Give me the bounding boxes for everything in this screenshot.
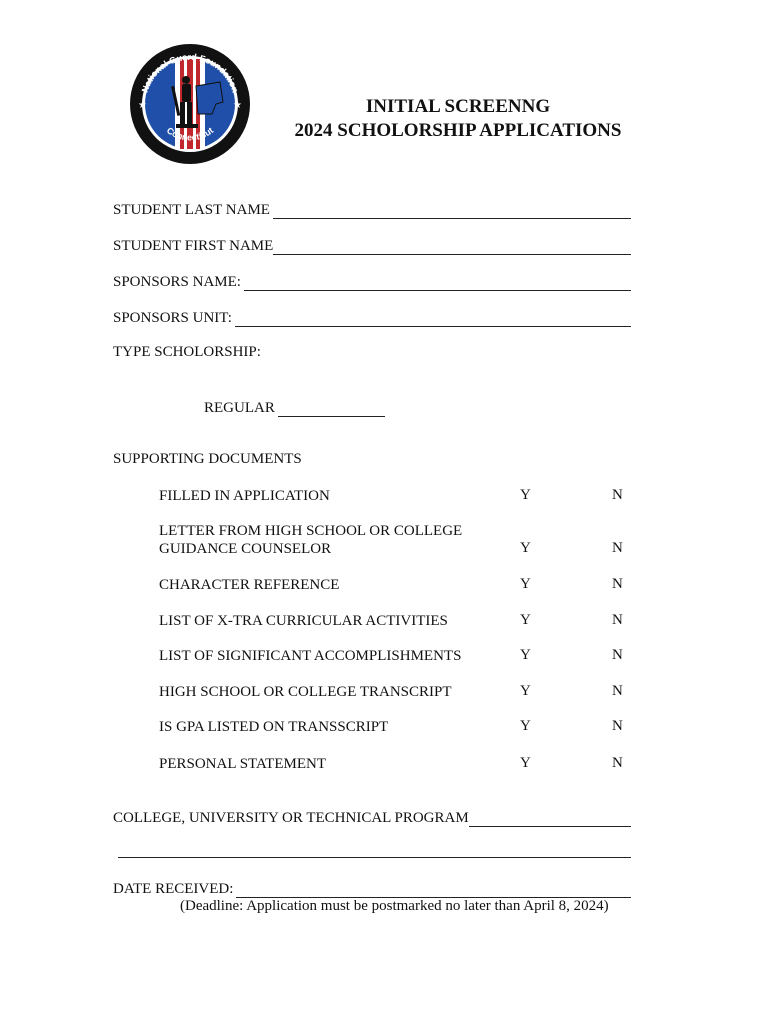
student-first-name-field[interactable] [113,235,631,255]
doc-no-option[interactable]: N [612,647,623,663]
form-title-line1: INITIAL SCREENNG [365,96,551,117]
doc-no-option[interactable]: N [612,540,623,556]
sponsors-unit-field[interactable] [113,307,631,327]
doc-item-accomplishments: LIST OF SIGNIFICANT ACCOMPLISHMENTS [159,648,462,664]
doc-item-gpa: IS GPA LISTED ON TRANSSCRIPT [159,719,389,735]
seal-image [128,42,252,166]
regular-label: REGULAR [204,400,275,416]
svg-text:Connecticut: Connecticut [164,125,216,143]
college-program-line[interactable] [469,812,631,827]
doc-no-option[interactable]: N [612,755,623,771]
doc-yes-option[interactable]: Y [520,718,531,734]
doc-no-option[interactable]: N [612,683,623,699]
regular-line[interactable] [278,402,385,417]
type-scholorship-label: TYPE SCHOLORSHIP: [113,344,261,360]
svg-text:★: ★ [233,100,242,111]
doc-yes-option[interactable]: Y [520,576,531,592]
doc-yes-option[interactable]: Y [520,647,531,663]
doc-item-letter-line2: GUIDANCE COUNSELOR [159,541,332,557]
deadline-note: (Deadline: Application must be postmarked no later than April 8, 2024) [180,898,609,914]
doc-item-letter-line1: LETTER FROM HIGH SCHOOL OR COLLEGE [159,523,463,539]
doc-no-option[interactable]: N [612,612,623,628]
svg-text:National Guard Foundation: National Guard Foundation [139,51,241,94]
doc-yes-option[interactable]: Y [520,487,531,503]
sponsors-unit-label: SPONSORS UNIT: [113,310,232,326]
date-received-field[interactable] [113,878,631,898]
sponsors-name-label: SPONSORS NAME: [113,274,241,290]
college-program-extra-line[interactable] [118,857,631,858]
doc-yes-option[interactable]: Y [520,612,531,628]
date-received-label: DATE RECEIVED: [113,881,234,897]
doc-yes-option[interactable]: Y [520,683,531,699]
sponsors-name-line[interactable] [244,276,631,291]
sponsors-unit-line[interactable] [235,312,631,327]
college-program-label: COLLEGE, UNIVERSITY OR TECHNICAL PROGRAM [113,810,469,826]
doc-item-filled-application: FILLED IN APPLICATION [159,488,330,504]
doc-yes-option[interactable]: Y [520,540,531,556]
student-last-name-line[interactable] [273,204,631,219]
doc-yes-option[interactable]: Y [520,755,531,771]
student-first-name-line[interactable] [273,240,631,255]
doc-item-transcript: HIGH SCHOOL OR COLLEGE TRANSCRIPT [159,684,452,700]
doc-item-personal-statement: PERSONAL STATEMENT [159,756,326,772]
form-title-line2: 2024 SCHOLORSHIP APPLICATIONS [294,120,622,141]
svg-text:★: ★ [138,100,147,111]
student-last-name-field[interactable] [113,199,631,219]
doc-no-option[interactable]: N [612,487,623,503]
date-received-line[interactable] [236,883,631,898]
national-guard-foundation-logo [128,42,252,166]
college-program-field[interactable] [113,807,631,827]
student-first-name-label: STUDENT FIRST NAME [113,238,274,254]
supporting-documents-heading: SUPPORTING DOCUMENTS [113,451,302,467]
doc-item-activities: LIST OF X-TRA CURRICULAR ACTIVITIES [159,613,448,629]
doc-no-option[interactable]: N [612,718,623,734]
doc-no-option[interactable]: N [612,576,623,592]
doc-item-character-reference: CHARACTER REFERENCE [159,577,340,593]
student-last-name-label: STUDENT LAST NAME [113,202,270,218]
regular-field[interactable] [204,397,385,417]
sponsors-name-field[interactable] [113,271,631,291]
